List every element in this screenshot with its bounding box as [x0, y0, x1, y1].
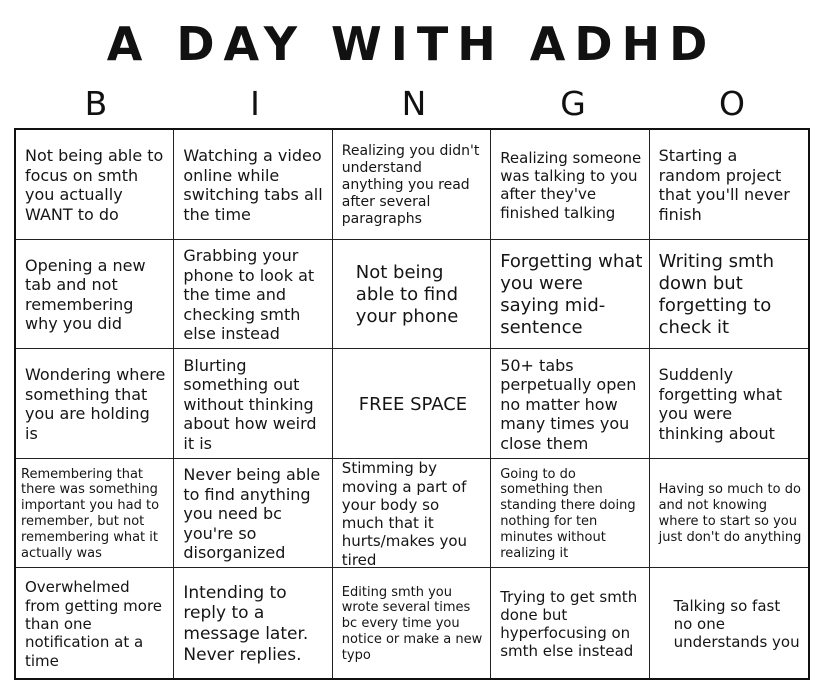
page-title: A DAY WITH ADHD: [106, 17, 717, 71]
free-space-label: FREE SPACE: [358, 393, 468, 415]
bingo-cell: [174, 349, 332, 459]
bingo-cell-text: Writing smth down but forgetting to check it: [658, 250, 774, 338]
bingo-header: [14, 84, 810, 128]
bingo-cell-text: Opening a new tab and not remembering why you did: [25, 255, 146, 334]
bingo-cell-text: Not being able to focus on smth you actually WANT to do: [25, 146, 164, 224]
bingo-cell: [174, 568, 332, 678]
bingo-cell-text: Blurting something out without thinking about how weird it is: [183, 355, 317, 453]
bingo-cell-text: Watching a video online while switching tabs all the time: [183, 146, 323, 224]
bingo-cell-text: Going to do something then standing there doing nothing for ten minutes without realizing it: [500, 466, 636, 561]
bingo-letter-b: B: [84, 84, 108, 123]
bingo-cell: [650, 240, 808, 350]
bingo-cell: [333, 568, 491, 678]
bingo-cell: [174, 459, 332, 569]
bingo-cell-text: Realizing someone was talking to you after they've finished talking: [500, 148, 642, 222]
bingo-cell: [491, 349, 649, 459]
bingo-cell: [16, 568, 174, 678]
bingo-cell: [333, 240, 491, 350]
bingo-cell-text: Starting a random project that you'll never finish: [658, 146, 790, 224]
bingo-cell-text: Editing smth you wrote several times bc every time you notice or make a new typo: [341, 584, 483, 663]
bingo-cell-text: Realizing you didn't understand anything you read after several paragraphs: [341, 142, 480, 227]
bingo-cell: [333, 130, 491, 240]
bingo-cell: [650, 349, 808, 459]
bingo-cell-text: Grabbing your phone to look at the time and checking smth else instead: [183, 246, 315, 344]
bingo-grid: [14, 128, 810, 680]
bingo-letter-n: N: [401, 84, 427, 123]
bingo-cell-text: Overwhelmed from getting more than one notification at a time: [25, 578, 163, 670]
bingo-cell-text: Suddenly forgetting what you were thinking about: [658, 365, 782, 443]
bingo-cell-text: Trying to get smth done but hyperfocusing on smth else instead: [500, 587, 638, 661]
bingo-cell-text: Remembering that there was something important you had to remember, but not remembering what it actually was: [21, 466, 160, 561]
bingo-letter-g: G: [560, 84, 586, 123]
bingo-cell: [16, 130, 174, 240]
bingo-cell: [174, 130, 332, 240]
bingo-cell-text: Forgetting what you were saying mid-sentence: [500, 250, 643, 338]
bingo-cell-text: Stimming by moving a part of your body so much that it hurts/makes you tired: [341, 459, 468, 569]
bingo-cell: [650, 459, 808, 569]
bingo-cell: [16, 240, 174, 350]
bingo-cell-text: Intending to reply to a message later. Never replies.: [183, 582, 309, 665]
bingo-cell: [491, 130, 649, 240]
bingo-cell-text: 50+ tabs perpetually open no matter how many times you close them: [500, 355, 637, 453]
bingo-cell: [174, 240, 332, 350]
bingo-cell-text: Talking so fast no one understands you: [673, 596, 800, 652]
bingo-letter-i: I: [250, 84, 260, 123]
bingo-cell: [333, 459, 491, 569]
bingo-cell: [491, 240, 649, 350]
bingo-cell-text: Not being able to find your phone: [355, 261, 459, 327]
bingo-cell: [650, 568, 808, 678]
bingo-cell: [16, 349, 174, 459]
bingo-cell-text: Never being able to find anything you need bc you're so disorganized: [183, 465, 321, 563]
bingo-cell-text: Wondering where something that you are holding is: [25, 365, 166, 443]
free-space-cell: [333, 349, 491, 459]
bingo-letter-o: O: [719, 84, 745, 123]
bingo-cell-text: Having so much to do and not knowing where to start so you just don't do anything: [658, 482, 802, 545]
bingo-cell: [491, 568, 649, 678]
bingo-cell: [650, 130, 808, 240]
bingo-cell: [16, 459, 174, 569]
bingo-cell: [491, 459, 649, 569]
